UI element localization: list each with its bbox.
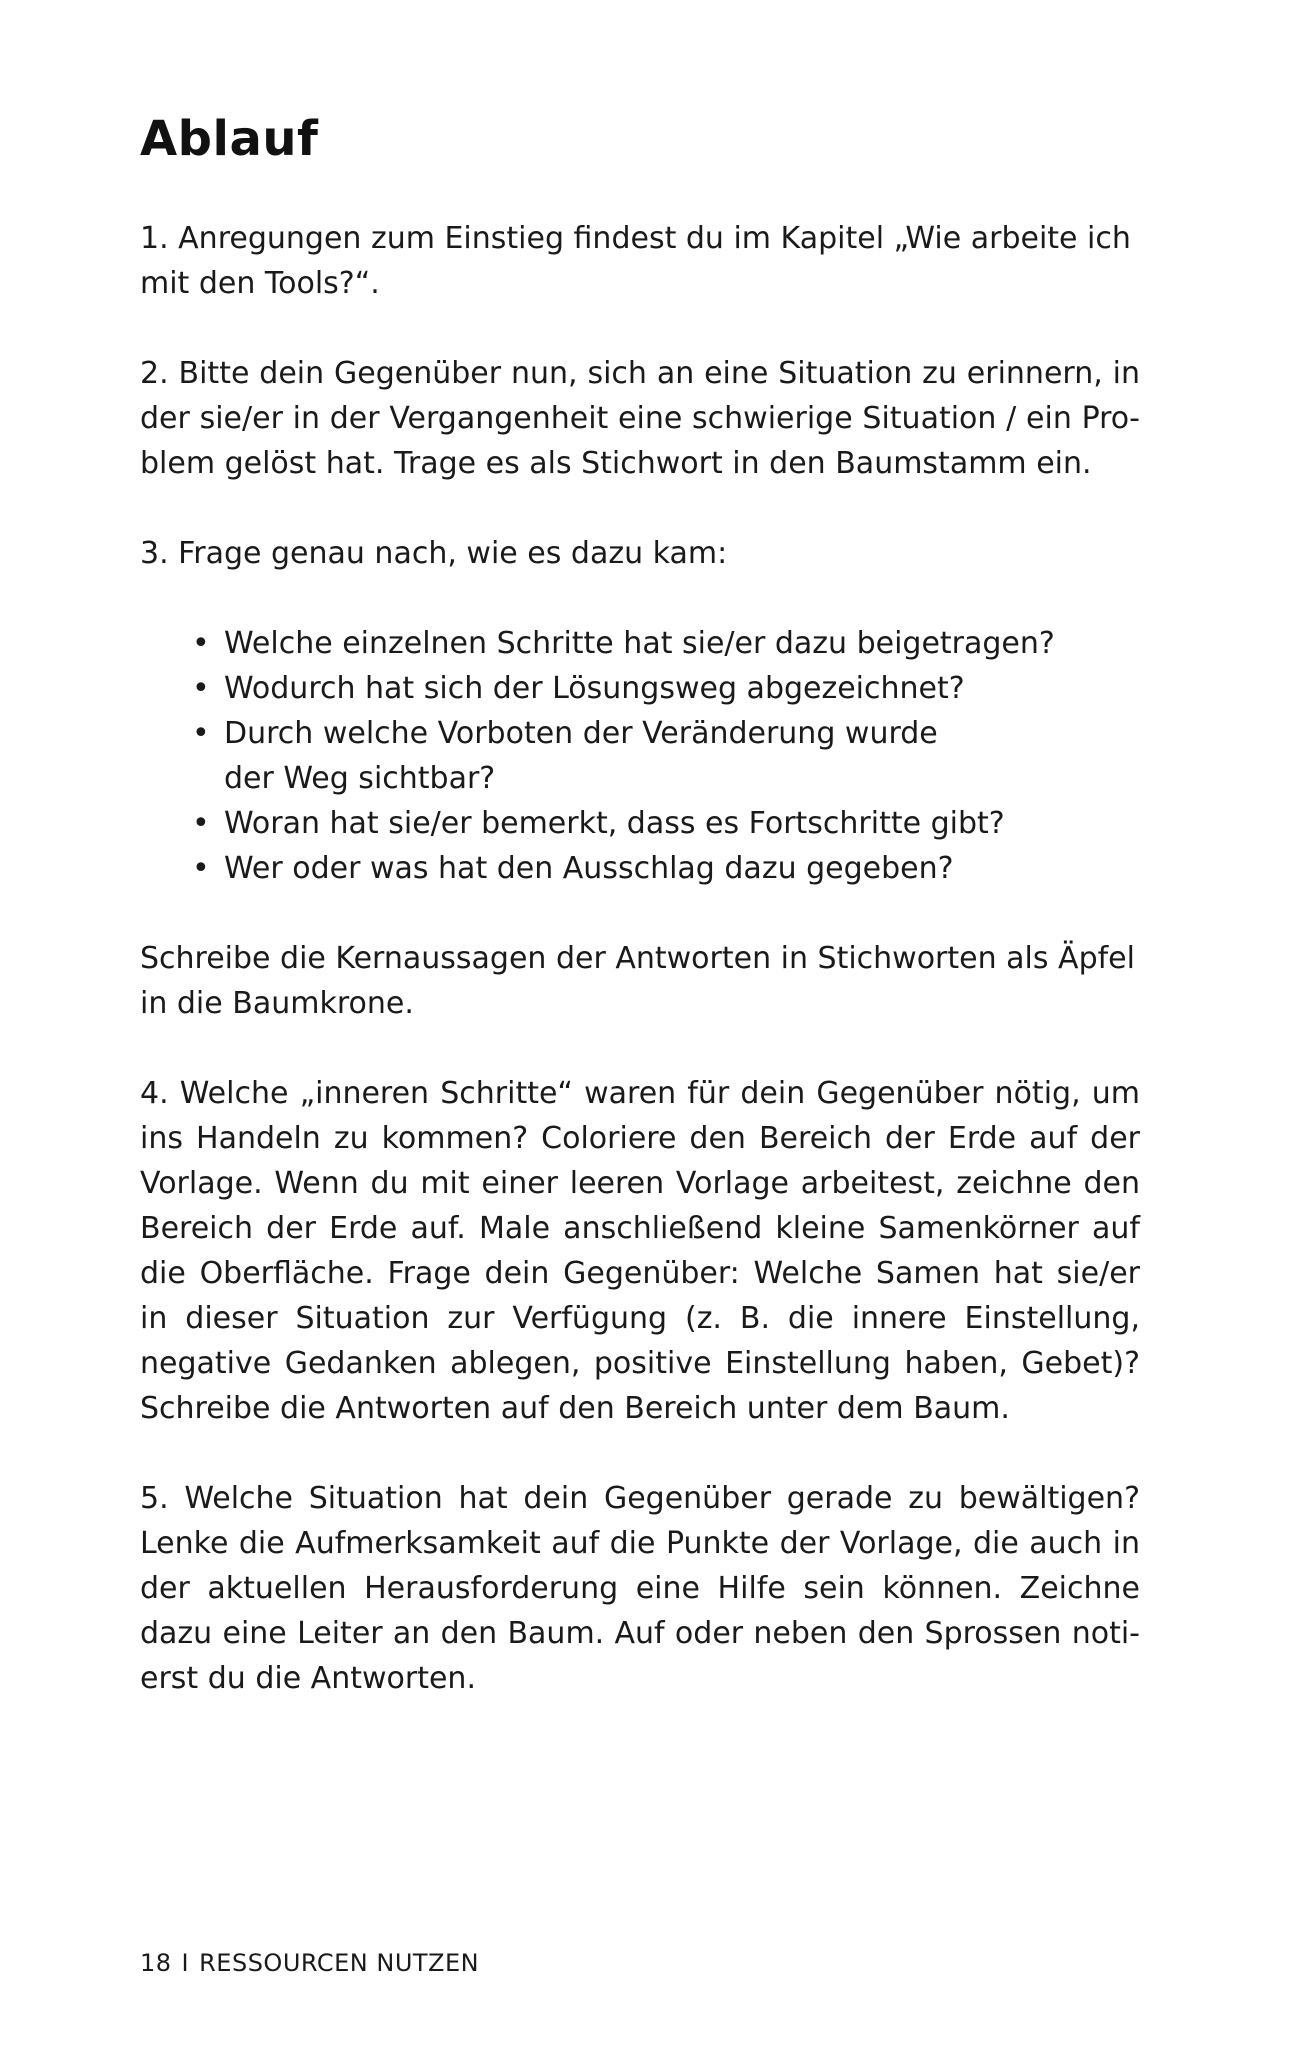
list-item [192,801,1140,846]
list-item [192,666,1140,711]
list-item [192,711,984,801]
question-list [140,621,1140,891]
list-item-text: Woran hat sie/er bemerkt, dass es Fortschritte gibt? [224,806,1005,841]
step-4-paragraph: 4. Welche „inneren Schritte“ waren für dein Gegenüber nötig, um ins Handeln zu kommen? Coloriere den Bereich der Erde auf der Vorlage. Wenn du mit einer leeren Vorlage arbeitest, zeichne den Bereich der Erde auf. Male anschließend kleine Samenkörner auf die Oberfläche. Frage dein Gegenüber: Welche Samen hat sie/er in dieser Situation zur Verfügung (z. B. die innere Einstellung, negative Gedanken ablegen, positive Einstellung haben, Gebet)? Schreibe die Antworten auf den Bereich unter dem Baum. [140,1076,1140,1426]
page-content [140,110,1140,1746]
list-item-text: Wer oder was hat den Ausschlag dazu gegeben? [224,851,954,886]
list-item-text: Wodurch hat sich der Lösungsweg abgezeichnet? [224,671,965,706]
list-item [192,846,1140,891]
footer-separator: I [181,1949,190,1977]
apples-instruction-paragraph: Schreibe die Kernaussagen der Antworten in Stichworten als Äpfel in die Baumkrone. [140,941,1135,1021]
page-number: 18 [140,1949,172,1977]
bullet-icon: • [192,716,210,751]
bullet-icon: • [192,806,210,841]
step-3-paragraph: 3. Frage genau nach, wie es dazu kam: [140,536,728,571]
step-1-paragraph: 1. Anregungen zum Einstieg findest du im Kapitel „Wie arbeite ich mit den Tools?“. [140,221,1131,301]
list-item [192,621,1140,666]
bullet-icon: • [192,626,210,661]
list-item-text: Durch welche Vorboten der Veränderung wurde der Weg sichtbar? [224,716,938,796]
step-5-paragraph: 5. Welche Situation hat dein Gegenüber gerade zu bewältigen? Lenke die Aufmerksamkeit auf die Punkte der Vorlage, die auch in der aktuellen Herausforderung eine Hilfe sein können. Zeichne dazu eine Leiter an den Baum. Auf oder neben den Sprossen notierst du die Antworten. [140,1481,1140,1696]
section-title: RESSOURCEN NUTZEN [199,1949,480,1977]
list-item-text: Welche einzelnen Schritte hat sie/er dazu beigetragen? [224,626,1055,661]
bullet-icon: • [192,671,210,706]
page-title: Ablauf [140,111,319,167]
bullet-icon: • [192,851,210,886]
step-2-paragraph: 2. Bitte dein Gegenüber nun, sich an eine Situation zu erinnern, in der sie/er in der Vergangenheit eine schwierige Situation / ein Problem gelöst hat. Trage es als Stichwort in den Baumstamm ein. [140,356,1140,481]
page-footer [140,1948,479,1978]
